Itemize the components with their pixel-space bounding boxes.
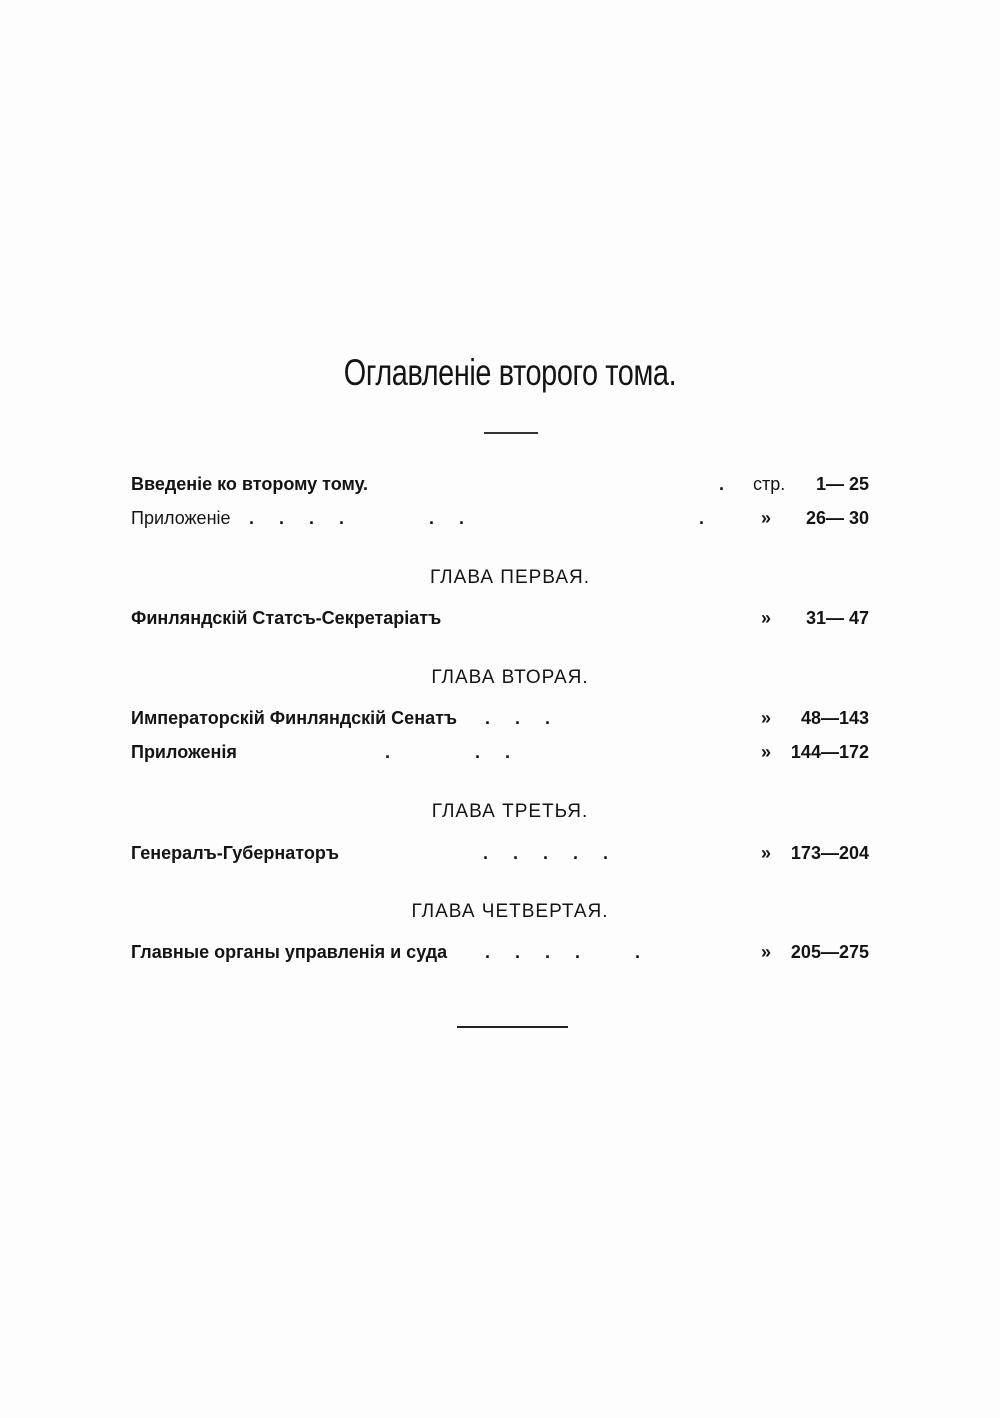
chapter-heading-2: ГЛАВА ВТОРАЯ. [431, 667, 589, 688]
toc-entry-governor-general[interactable] [131, 839, 871, 867]
ditto-mark: » [761, 508, 772, 528]
page-title: Оглавленіе второго тома. [343, 352, 677, 393]
title-divider [484, 432, 538, 434]
toc-entry-label: Введеніе ко второму тому. [131, 474, 369, 494]
leader-dots: . . . . . [483, 843, 619, 863]
toc-entry-intro[interactable] [131, 470, 871, 498]
toc-entry-secretariat[interactable] [131, 604, 871, 632]
leader-dots: . . . [485, 708, 561, 728]
leader-dots: . . . [385, 742, 521, 762]
page-range: 205—275 [790, 942, 869, 962]
chapter-heading-1: ГЛАВА ПЕРВАЯ. [429, 567, 591, 588]
page-range: 1— 25 [815, 474, 869, 494]
toc-entry-appendices[interactable] [131, 738, 871, 766]
leader-dots: . [719, 474, 735, 494]
leader-dots: . . . . . [485, 942, 651, 962]
leader-dots: . . . . . . [249, 508, 475, 528]
toc-entry-label: Генералъ-Губернаторъ [131, 843, 339, 863]
ditto-mark: » [761, 843, 772, 863]
page-range: 26— 30 [805, 508, 869, 528]
toc-entry-senate[interactable] [131, 704, 871, 732]
page-abbrev: стр. [753, 474, 786, 494]
ditto-mark: » [761, 608, 772, 628]
chapter-heading-3: ГЛАВА ТРЕТЬЯ. [431, 801, 589, 822]
chapter-heading-4: ГЛАВА ЧЕТВЕРТАЯ. [411, 901, 609, 922]
ditto-mark: » [761, 942, 772, 962]
page-range: 144—172 [790, 742, 869, 762]
page-range: 173—204 [790, 843, 869, 863]
toc-entry-label: Финляндскій Статсъ-Секретаріатъ [131, 608, 442, 628]
toc-entry-appendix[interactable] [131, 504, 871, 532]
end-divider [457, 1026, 568, 1028]
toc-entry-label: Приложенія [131, 742, 237, 762]
page-range: 31— 47 [805, 608, 869, 628]
leader-dots: . [699, 508, 715, 528]
ditto-mark: » [761, 742, 772, 762]
page-range: 48—143 [800, 708, 869, 728]
toc-entry-label: Главные органы управленія и суда [131, 942, 448, 962]
toc-entry-label: Императорскій Финляндскій Сенатъ [131, 708, 458, 728]
ditto-mark: » [761, 708, 772, 728]
toc-entry-label: Приложеніе [131, 508, 231, 528]
toc-entry-main-organs[interactable] [131, 938, 871, 966]
